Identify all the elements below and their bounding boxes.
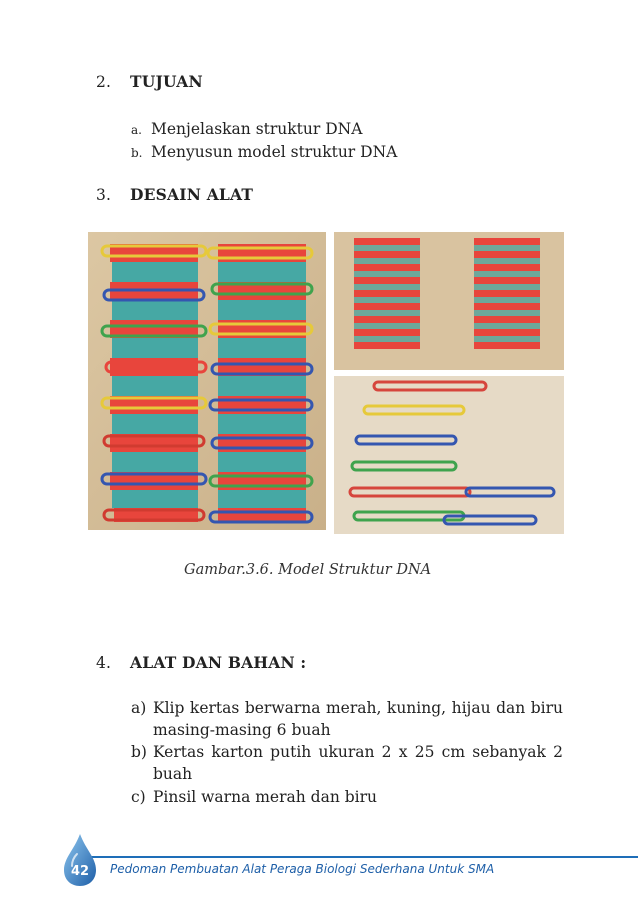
item-letter: b. <box>131 146 143 160</box>
photo-dna-model-assembled <box>88 232 326 530</box>
footer-book-title: Pedoman Pembuatan Alat Peraga Biologi Sederhana Untuk SMA <box>110 862 495 876</box>
alat-item-b <box>131 741 563 785</box>
section-title: TUJUAN <box>130 72 203 91</box>
section-title: ALAT DAN BAHAN : <box>130 653 307 672</box>
item-marker: c) <box>131 788 146 806</box>
item-text: Menjelaskan struktur DNA <box>151 120 363 138</box>
section-number: 2. <box>96 73 112 91</box>
tujuan-item-a <box>131 118 362 141</box>
tujuan-item-b <box>131 141 397 164</box>
section-tujuan-heading <box>96 72 203 91</box>
alat-item-c <box>131 786 563 808</box>
section-title: DESAIN ALAT <box>130 185 254 204</box>
section-desain-heading <box>96 185 253 204</box>
photo-paper-clips <box>334 376 564 534</box>
page-number: 42 <box>70 864 90 879</box>
section-number: 3. <box>96 186 112 204</box>
item-text: Kertas karton putih ukuran 2 x 25 cm sebanyak 2 buah <box>153 743 563 783</box>
item-text: Klip kertas berwarna merah, kuning, hijau dan biru masing-masing 6 buah <box>153 699 563 739</box>
alat-item-a <box>131 697 563 741</box>
item-text: Menyusun model struktur DNA <box>151 143 398 161</box>
section-alat-heading <box>96 653 306 672</box>
footer-rule <box>82 856 638 858</box>
item-marker: a) <box>131 699 147 717</box>
item-letter: a. <box>131 123 142 137</box>
section-number: 4. <box>96 654 112 672</box>
item-marker: b) <box>131 743 147 761</box>
item-text: Pinsil warna merah dan biru <box>153 788 378 806</box>
photo-dna-strands <box>334 232 564 370</box>
water-drop-icon <box>60 832 100 888</box>
figure-caption: Gambar.3.6. Model Struktur DNA <box>184 562 432 578</box>
